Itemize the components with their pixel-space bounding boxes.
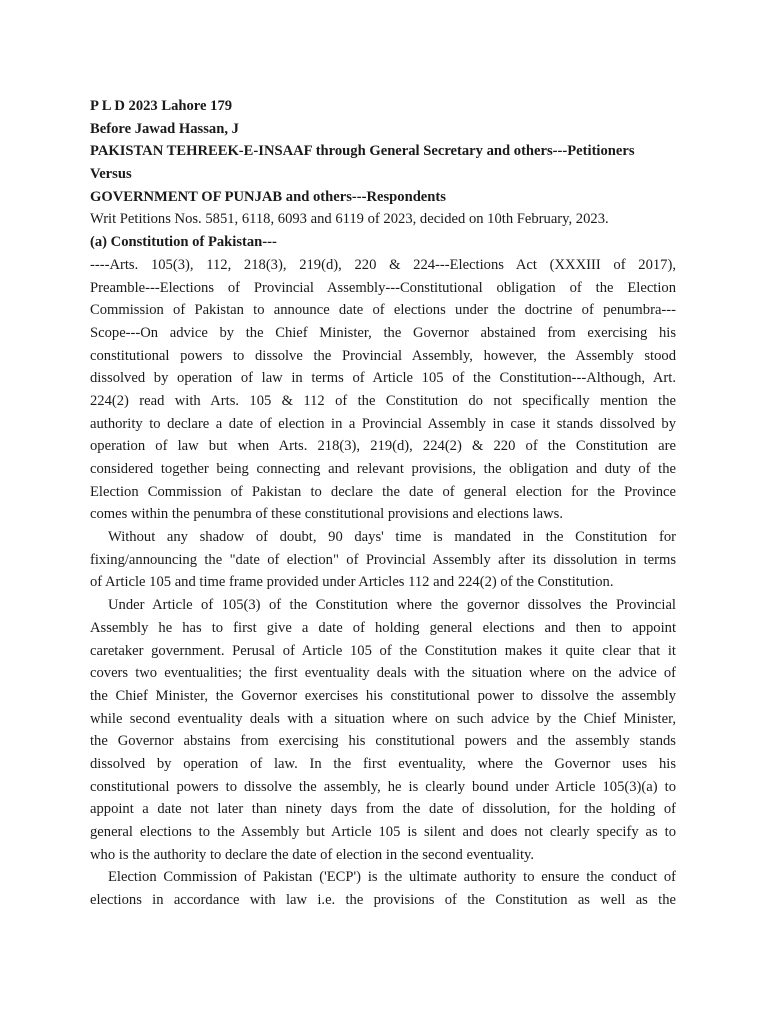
judgment-text xyxy=(90,95,676,912)
text-line: Election Commission of Pakistan to declare the date of general election for the Province xyxy=(90,483,676,500)
text-line: Scope---On advice by the Chief Minister, the Governor abstained from exercising his xyxy=(90,324,676,341)
petitioners: PAKISTAN TEHREEK-E-INSAAF through General Secretary and others---Petitioners xyxy=(90,143,635,160)
text-line: 224(2) read with Arts. 105 & 112 of the Constitution do not specifically mention the xyxy=(90,392,676,409)
citation: P L D 2023 Lahore 179 xyxy=(90,98,233,114)
text-line: authority to declare a date of election in a Provincial Assembly in case it stands dissolved by xyxy=(90,415,676,432)
text-line: who is the authority to declare the date of election in the second eventuality. xyxy=(90,846,535,863)
text-line: covers two eventualities; the first eventuality deals with the situation where on the advice of xyxy=(90,665,676,682)
respondents: GOVERNMENT OF PUNJAB and others---Respondents xyxy=(90,188,446,205)
versus: Versus xyxy=(90,166,132,183)
text-line: Preamble---Elections of Provincial Assembly---Constitutional obligation of the Election xyxy=(90,279,676,296)
text-line: while second eventuality deals with a situation where on such advice by the Chief Minister, xyxy=(90,710,676,727)
text-line: dissolved by operation of law in terms of Article 105 of the Constitution---Although, Art. xyxy=(90,370,676,387)
text-line: Under Article of 105(3) of the Constitution where the governor dissolves the Provincial xyxy=(108,597,676,614)
text-line: caretaker government. Perusal of Article 105 of the Constitution makes it quite clear that it xyxy=(90,642,676,659)
text-line: ----Arts. 105(3), 112, 218(3), 219(d), 220 & 224---Elections Act (XXXIII of 2017), xyxy=(90,256,676,273)
case-details: Writ Petitions Nos. 5851, 6118, 6093 and 6119 of 2023, decided on 10th February, 2023. xyxy=(90,211,609,228)
text-line: Election Commission of Pakistan ('ECP') is the ultimate authority to ensure the conduct of xyxy=(108,869,676,886)
text-line: operation of law but when Arts. 218(3), 219(d), 224(2) & 220 of the Constitution are xyxy=(90,438,676,455)
text-line: appoint a date not later than ninety days from the date of dissolution, for the holding of xyxy=(90,801,676,818)
text-line: considered together being connecting and relevant provisions, the obligation and duty of the xyxy=(90,461,676,477)
text-line: of Article 105 and time frame provided under Articles 112 and 224(2) of the Constitution. xyxy=(90,574,614,591)
text-line: constitutional powers to dissolve the Provincial Assembly, however, the Assembly stood xyxy=(90,347,676,364)
text-line: the Governor abstains from exercising his constitutional powers and the assembly stands xyxy=(90,733,676,750)
text-line: general elections to the Assembly but Article 105 is silent and does not clearly specify as to xyxy=(90,824,676,840)
paragraph-2 xyxy=(90,526,676,594)
text-line: elections in accordance with law i.e. the provisions of the Constitution as well as the xyxy=(90,892,676,909)
paragraph-1 xyxy=(90,254,676,526)
headnote-heading: (a) Constitution of Pakistan--- xyxy=(90,234,277,251)
paragraph-3 xyxy=(90,594,676,866)
text-line: fixing/announcing the "date of election" of Provincial Assembly after its dissolution in terms xyxy=(90,551,676,568)
text-line: the Chief Minister, the Governor exercises his constitutional power to dissolve the assembly xyxy=(90,687,676,704)
text-line: constitutional powers to dissolve the assembly, he is clearly bound under Article 105(3)(a) to xyxy=(90,778,676,795)
bench: Before Jawad Hassan, J xyxy=(90,120,239,137)
text-line: Commission of Pakistan to announce date of elections under the doctrine of penumbra--- xyxy=(90,302,676,319)
text-line: comes within the penumbra of these constitutional provisions and elections laws. xyxy=(90,506,563,523)
paragraph-4 xyxy=(90,866,676,911)
text-line: Without any shadow of doubt, 90 days' time is mandated in the Constitution for xyxy=(108,529,676,546)
text-line: Assembly he has to first give a date of holding general elections and then to appoint xyxy=(90,619,676,636)
text-line: dissolved by operation of law. In the first eventuality, where the Governor uses his xyxy=(90,755,676,772)
